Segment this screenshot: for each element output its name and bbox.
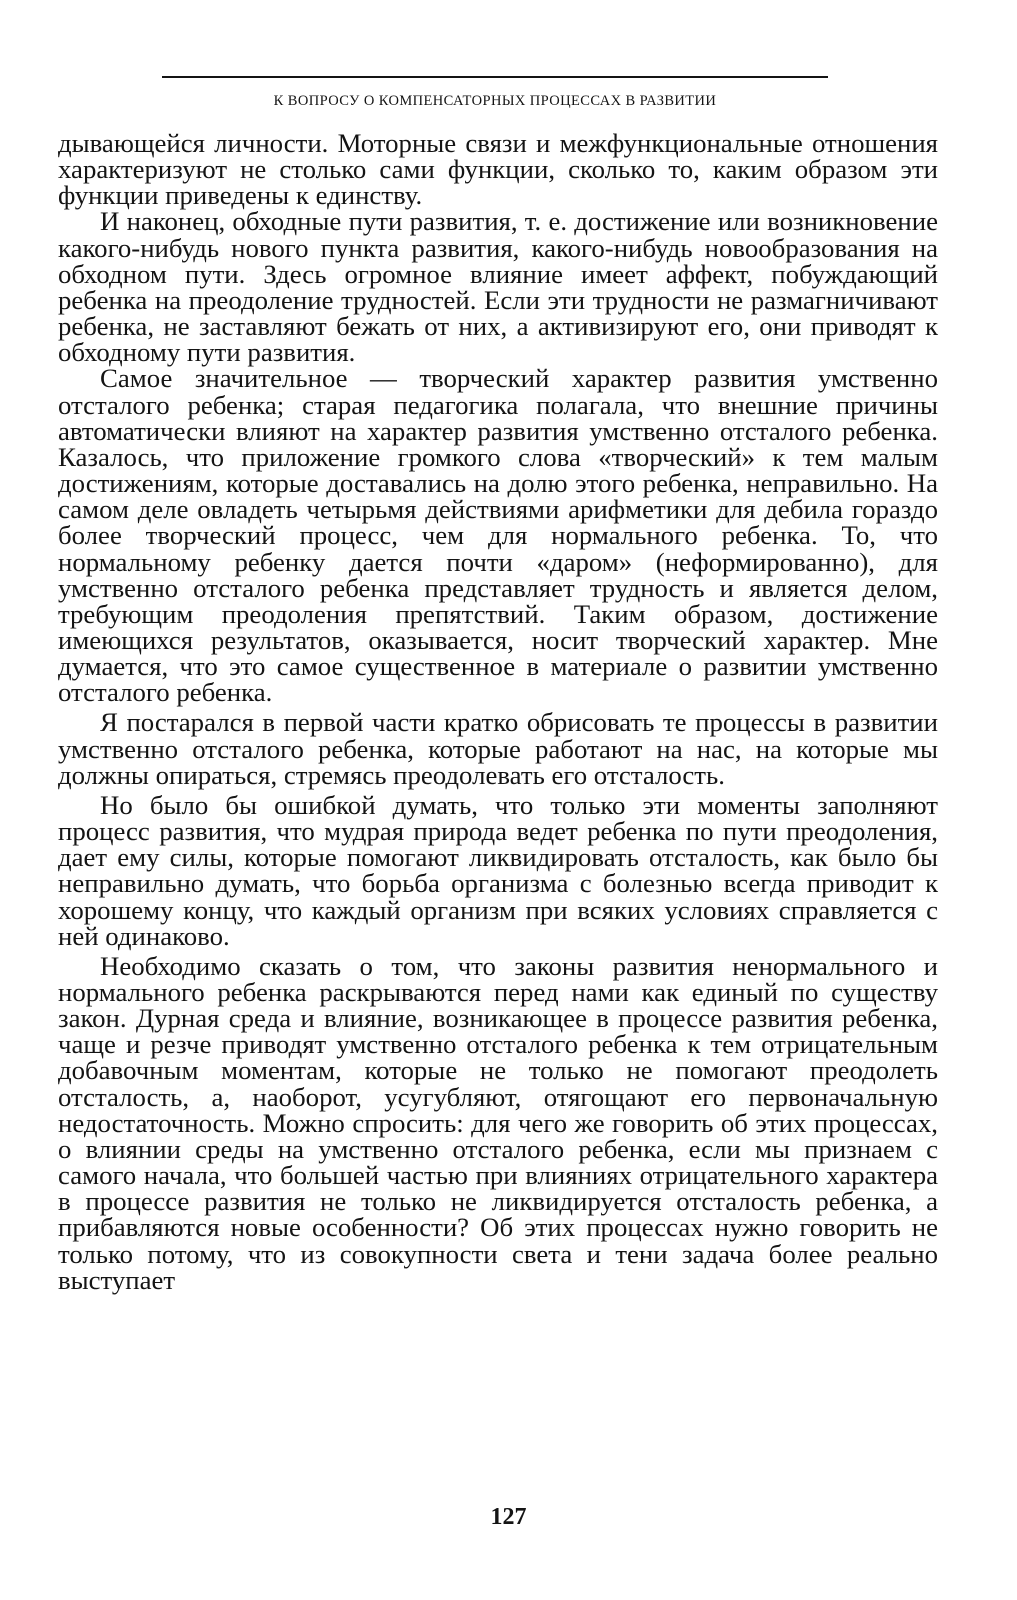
paragraph-detours: И наконец, обходные пути развития, т. е. достижение или возникновение какого-нибудь нового пункта развития, какого-нибудь новообразования на обходном пути. Здесь огромное влияние имеет аффект, побуждающий ребенка на преодоление трудностей. Если эти трудности не размагничивают ребенка, не заставляют бежать от них, а активизируют его, они приводят к обходному пути развития. (58, 206, 938, 368)
paragraph-creative-character: Самое значительное — творческий характер развития умственно отсталого ребенка; старая педагогика полагала, что внешние причины автоматически влияют на характер развития умственно отсталого ребенка. Казалось, что приложение громкого слова «творческий» к тем малым достижениям, которые доставались на долю этого ребенка, неправильно. На самом деле овладеть четырьмя действиями арифметики для дебила гораздо более творческий процесс, чем для нормального ребенка. То, что нормальному ребенку дается почти «даром» (неформированно), для умственно отсталого ребенка представляет трудность и является делом, требующим преодоления препятствий. Таким образом, достижение имеющихся результатов, оказывается, носит творческий характер. Мне думается, что это самое существенное в материале о развитии умственно отсталого ребенка. (58, 363, 938, 708)
header-rule (162, 76, 828, 78)
running-head: К ВОПРОСУ О КОМПЕНСАТОРНЫХ ПРОЦЕССАХ В РАЗВИТИИ (273, 93, 717, 109)
paragraph-mistake-to-think: Но было бы ошибкой думать, что только эти моменты заполняют процесс развития, что мудрая природа ведет ребенка по пути преодоления, дает ему силы, которые помогают ликвидировать отсталость, как было бы неправильно думать, что борьба организма с болезнью всегда приводит к хорошему концу, что каждый организм при всяких условиях справляется с ней одинаково. (58, 789, 938, 951)
paragraph-first-part-summary: Я постарался в первой части кратко обрисовать те процессы в развитии умственно отсталого ребенка, которые работают на нас, на которые мы должны опираться, стремясь преодолевать его отсталость. (58, 707, 938, 790)
paragraph-continuation: дывающейся личности. Моторные связи и межфункциональные отношения характеризуют не столько сами функции, сколько то, каким образом эти функции приведены к единству. (58, 128, 938, 211)
page-number: 127 (490, 1504, 527, 1530)
paragraph-laws-of-development: Необходимо сказать о том, что законы развития ненормального и нормального ребенка раскрываются перед нами как единый по существу закон. Дурная среда и влияние, возникающее в процессе развития ребенка, чаще и резче приводят умственно отсталого ребенка к тем отрицательным добавочным моментам, которые не только не помогают преодолеть отсталость, а, наоборот, усугубляют, отягощают его первоначальную недостаточность. Можно спросить: для чего же говорить об этих процессах, о влиянии среды на умственно отсталого ребенка, если мы признаем с самого начала, что большей частью при влияниях отрицательного характера в процессе развития не только не ликвидируется отсталость ребенка, а прибавляются новые особенности? Об этих процессах нужно говорить не только потому, что из совокупности света и тени задача более реально выступает (58, 950, 938, 1295)
body-text (58, 130, 938, 1293)
